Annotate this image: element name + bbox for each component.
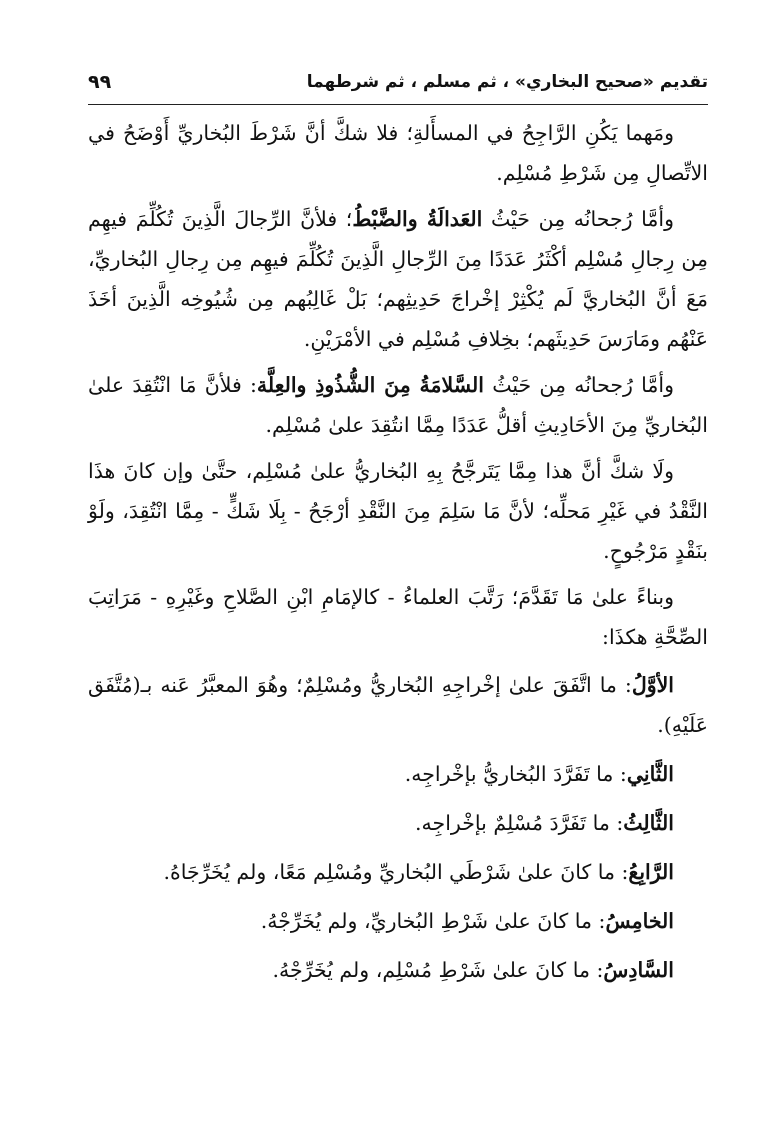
rank-label: الثَّالِثُ (623, 811, 674, 835)
paragraph-4: ولَا شكَّ أنَّ هذا مِمَّا يَتَرجَّحُ بِهِ البُخاريُّ علىٰ مُسْلِم، حتَّىٰ وإن كانَ هذَا النَّقْدُ في غَيْرِ مَحلِّه؛ لأنَّ مَا سَلِمَ مِنَ النَّقْدِ أرْجَحُ - بِلَا شَكٍّ - مِمَّا انْتُقِدَ، ولَوْ بنَقْدٍ مَرْجُوحٍ. (88, 459, 708, 563)
rank-item-1 (88, 665, 708, 745)
header-title: تقديم «صحيح البخاري» ، ثم مسلم ، ثم شرطهما (306, 72, 708, 92)
rank-text: : ما كانَ علىٰ شَرْطِ مُسْلِم، ولم يُخَرِّجْهُ. (272, 958, 604, 982)
rank-text: : ما تَفَرَّدَ البُخاريُّ بإخْراجِه. (404, 762, 627, 786)
page-number: ٩٩ (88, 71, 112, 93)
running-header (88, 60, 708, 105)
rank-label: الخامِسُ (605, 909, 674, 933)
rank-label: الرَّابِعُ (628, 860, 674, 884)
paragraph-2-lead: وأمَّا رُجحانُه مِن حَيْثُ (482, 207, 674, 231)
paragraph-1: ومَهما يَكُنِ الرَّاجِحُ في المسأَلةِ؛ فلا شكَّ أنَّ شَرْطَ البُخاريِّ أَوْضَحُ في الاتِّصالِ مِن شَرْطِ مُسْلِم. (88, 121, 708, 185)
rank-label: الأوَّلُ (631, 673, 674, 697)
rank-text: : ما اتَّفَقَ علىٰ إخْراجِهِ البُخاريُّ ومُسْلِمٌ؛ وهُوَ المعبَّرُ عَنه بـ(مُتَّفَق عَلَيْهِ). (88, 673, 708, 737)
rank-item-4 (88, 852, 708, 892)
paragraph-3-rest: : فلأنَّ مَا انْتُقِدَ علىٰ البُخاريِّ مِنَ الأحَادِيثِ أقلُّ عَدَدًا مِمَّا انتُقِدَ علىٰ مُسْلِم. (88, 373, 708, 437)
paragraph-5: وبناءً علىٰ مَا تَقَدَّمَ؛ رَتَّبَ العلماءُ - كالإمَامِ ابْنِ الصَّلاحِ وغَيْرِهِ - مَرَاتِبَ الصِّحَّةِ هكذَا: (88, 585, 708, 649)
paragraph-3-lead: وأمَّا رُجحانُه مِن حَيْثُ (483, 373, 674, 397)
paragraph-3 (88, 365, 708, 445)
page-body (88, 105, 708, 990)
paragraph-2-rest: ؛ فلأنَّ الرِّجالَ الَّذِينَ تُكُلِّمَ فيهِم مِن رِجالِ مُسْلِم أكْثَرُ عَدَدًا مِنَ الرِّجالِ الَّذِينَ تُكُلِّمَ فيهِم مِن رِجالِ البُخاريِّ، مَعَ أنَّ البُخاريَّ لَم يُكْثِرْ إخْراجَ حَدِيثِهم؛ بَلْ غَالِبُهم مِن شُيُوخِه الَّذِينَ أخَذَ عَنْهُم ومَارَسَ حَدِيثَهم؛ بخِلافِ مُسْلِم في الأمْرَيْنِ. (88, 207, 708, 351)
rank-label: السَّادِسُ (603, 958, 674, 982)
rank-text: : ما كانَ علىٰ شَرْطَي البُخاريِّ ومُسْلِم مَعًا، ولم يُخَرِّجَاهُ. (163, 860, 629, 884)
paragraph-2 (88, 199, 708, 359)
book-page (88, 60, 708, 1080)
rank-text: : ما تَفَرَّدَ مُسْلِمٌ بإخْراجِه. (415, 811, 624, 835)
rank-item-6 (88, 950, 708, 990)
rank-item-3 (88, 803, 708, 843)
paragraph-2-bold-term: العَدالَةُ والضَّبْطُ (352, 207, 483, 231)
rank-item-5 (88, 901, 708, 941)
rank-item-2 (88, 754, 708, 794)
rank-label: الثَّانِي (626, 762, 674, 786)
rank-text: : ما كانَ علىٰ شَرْطِ البُخاريِّ، ولم يُخَرِّجْهُ. (260, 909, 606, 933)
ranks-list (88, 665, 708, 990)
paragraph-3-bold-term: السَّلامَةُ مِنَ الشُّذُوذِ والعِلَّة (256, 373, 484, 397)
